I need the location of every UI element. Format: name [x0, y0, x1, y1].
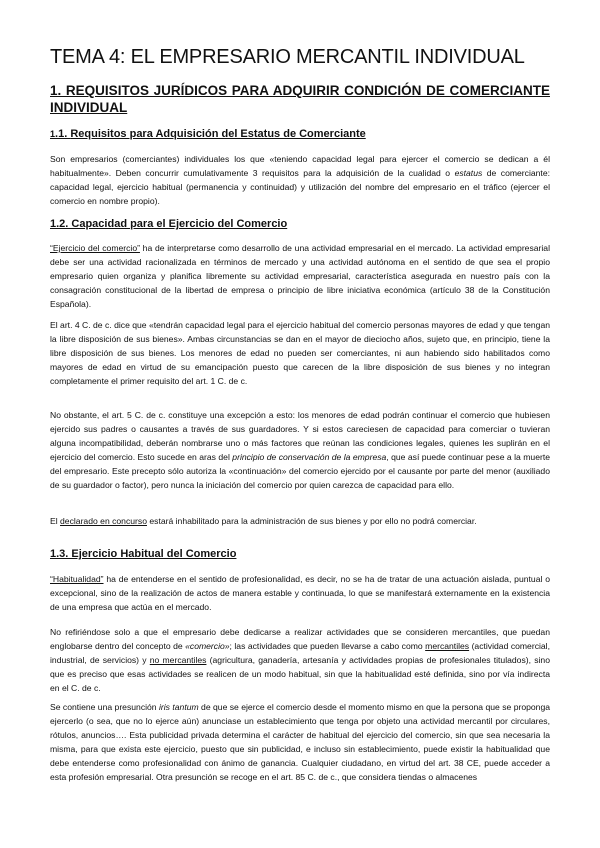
term-underlined: “Ejercicio del comercio” — [50, 243, 140, 253]
text: El — [50, 516, 61, 526]
paragraph-1-2-d — [50, 514, 550, 528]
section-1-3-heading: 1.3. Ejercicio Habitual del Comercio — [50, 548, 237, 560]
text-italic: principio de conservación de la empresa — [232, 452, 387, 463]
text: de que se ejerce el comercio desde el momento mismo en que la persona que se proponga ejercerlo (o sea, que no lo ejerce aún) anunciase un establecimiento que tenga por objeto una actividad mercantil por circulares, rótulos, anuncios…. Esta publicidad privada determina el carácter de habitual del ejercicio del comercio, sin que sea necesaria la misma, para que exista este ejercicio, puesto que sin publicidad, e incluso sin establecimiento, puede existir la habitualidad que debe entenderse como profesionalidad con ánimo de ganancia. Cualquier ciudadano, en virtud del art. 38 CE, puede acceder a esta profesión empresarial. Otra presunción se recoge en el art. 85 C. de c., que considera tiendas o almacenes — [50, 702, 551, 783]
text: , que así puede continuar pese a la muerte del empresario. Este precepto sólo autoriza la «continuación» del comercio ejercido por el causante por parte del menor (auxiliado de su guardador o factor), pero nunca la iniciación del comercio por quien carezca de capacidad para ello. — [50, 452, 551, 491]
text: (agricultura, ganadería, artesanía y actividades propias de profesionales titulados), sino que es preciso que esas actividades se realicen de un modo habitual, sin que la habitualidad esté definida, sino por vía indirecta en el C. de c. — [50, 655, 550, 694]
text: No refiriéndose solo a que el empresario debe dedicarse a realizar actividades que se consideren mercantiles, que puedan englobarse dentro del concepto de — [50, 627, 550, 652]
paragraph-1-3-b — [50, 625, 550, 695]
term-underlined: declarado en concurso — [60, 516, 147, 526]
text: estará inhabilitado para la administración de sus bienes y por ello no podrá comerciar. — [146, 516, 477, 526]
text: (actividad comercial, industrial, de servicios) y — [50, 641, 550, 666]
paragraph-1-2-a — [50, 241, 550, 311]
text: Se contiene una presunción — [50, 702, 159, 712]
text: de comerciante: capacidad legal, ejercicio habitual (permanencia y continuidad) y utilización del nombre del empresario en el tráfico (ejercer el comercio en nombre propio). — [50, 168, 550, 207]
section-1-heading: 1. REQUISITOS JURÍDICOS PARA ADQUIRIR CONDICIÓN DE COMERCIANTE INDIVIDUAL — [50, 83, 550, 115]
text-italic: «comercio» — [185, 641, 230, 652]
text: No obstante, el art. 5 C. de c. constituye una excepción a esto: los menores de edad podrán continuar el comercio que hubiesen ejercido sus padres o causantes a través de sus guardadores. Y si estos careciesen de capacidad para comerciar o tuvieran alguna incompatibilidad, deberán nombrarse uno o más factores que reúnan las condiciones legales, quienes les suplirán en el ejercicio del comercio. Esto sucede en aras del — [50, 410, 550, 463]
section-1-1-num-b: .1. — [55, 128, 71, 140]
term-underlined: “Habitualidad” — [50, 574, 104, 584]
paragraph-1-1-a — [50, 152, 550, 208]
paragraph-1-2-b: El art. 4 C. de c. dice que «tendrán capacidad legal para el ejercicio habitual del comercio personas mayores de edad y que tengan la libre disposición de sus bienes». Ambas circunstancias se dan en el mayor de dieciocho años, sujeto que, en principio, tiene la libre disposición de sus bienes. Los menores de edad no pueden ser comerciantes, ni aun habiendo sido habilitados como mayores de edad en virtud de su emancipación puesto que carecen de la libre disposición de sus bienes y no integran completamente el primer requisito del art. 1 C. de c. — [50, 320, 550, 387]
section-1-1-heading — [50, 128, 366, 140]
section-1-2-heading: 1.2. Capacidad para el Ejercicio del Comercio — [50, 218, 288, 230]
text: Son empresarios (comerciantes) individuales los que «teniendo capacidad legal para ejercer el comercio se dedican a él habitualmente». Deben concurrir cumulativamente 3 requisitos para la adquisición de la cualidad o — [50, 154, 550, 179]
text: ; las actividades que pueden llevarse a cabo como — [229, 641, 426, 652]
section-1-1-num-a: 1 — [50, 129, 56, 139]
text-italic: iris tantum — [159, 702, 199, 712]
text: ha de entenderse en el sentido de profesionalidad, es decir, no se ha de tratar de una actuación aislada, puntual o excepcional, sino de la realización de actos de manera estable y continuada, lo que se manifestará externamente en la existencia de una empresa que actúa en el mercado. — [50, 574, 550, 613]
term-underlined: mercantiles — [425, 641, 470, 652]
document-title: TEMA 4: EL EMPRESARIO MERCANTIL INDIVIDUAL — [50, 46, 525, 68]
paragraph-1-2-c — [50, 408, 550, 493]
paragraph-1-3-c — [50, 700, 550, 785]
paragraph-1-3-a — [50, 572, 550, 614]
section-1-1-title: Requisitos para Adquisición del Estatus de Comerciante — [70, 128, 366, 140]
term-underlined: no mercantiles — [149, 655, 207, 666]
text: ha de interpretarse como desarrollo de una actividad empresarial en el mercado. La actividad empresarial debe ser una actividad racionalizada en términos de mercado y una actividad autónoma en el sentido de que sea el propio empresario quien organiza y planifica libremente su actividad empresarial, característica asegurada en nuestro país con la consagración constitucional de la libertad de empresa o principio de libre iniciativa económica (artículo 38 de la Constitución Española). — [50, 243, 550, 310]
text-italic: estatus — [454, 168, 483, 179]
